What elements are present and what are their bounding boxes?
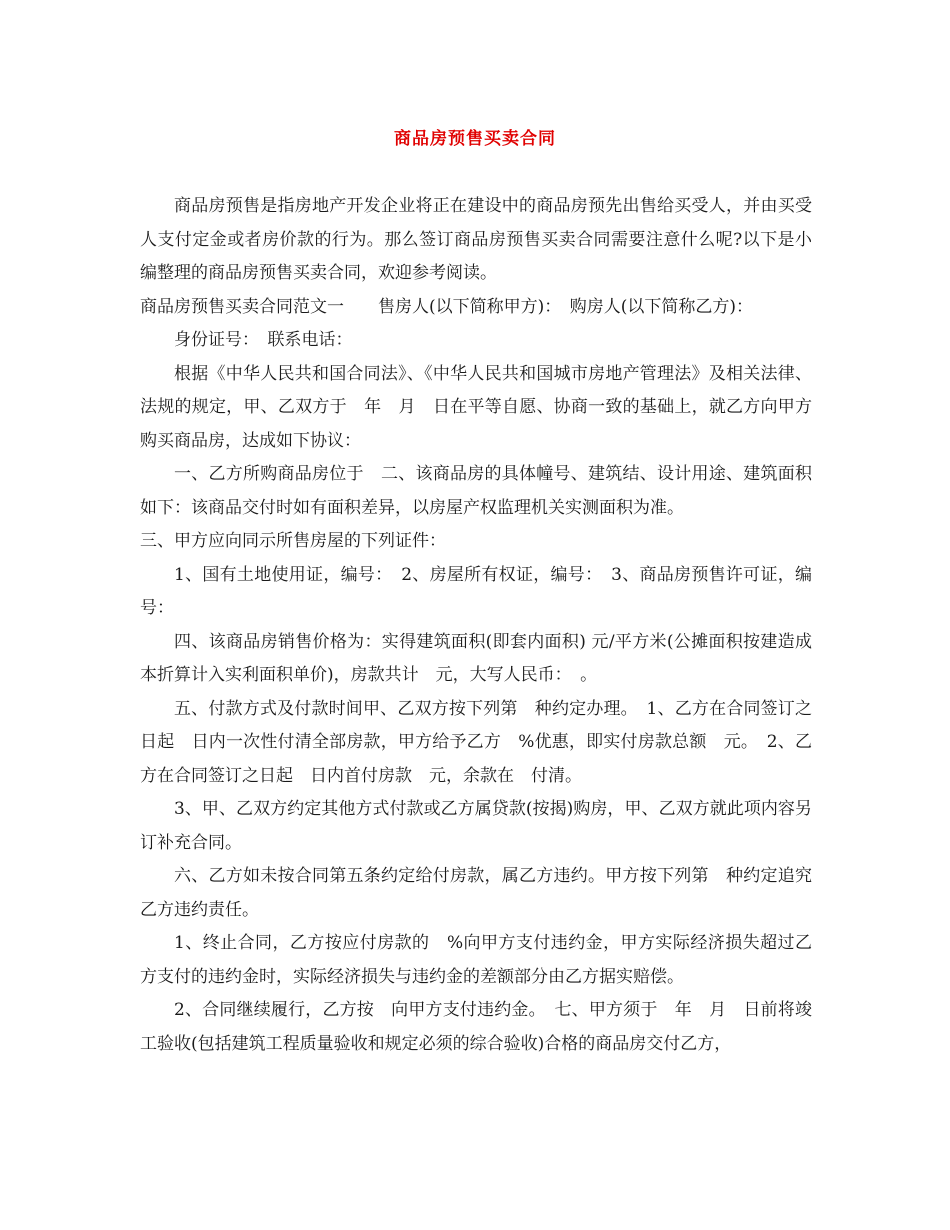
- paragraph-clause-4-price: 四、该商品房销售价格为：实得建筑面积(即套内面积) 元/平方米(公摊面积按建造成本折算计入实利面积单价)，房款共计 元，大写人民币： 。: [140, 631, 812, 685]
- paragraph-clause-6-breach: 六、乙方如未按合同第五条约定给付房款，属乙方违约。甲方按下列第 种约定追究乙方违约责任。: [140, 866, 812, 920]
- paragraph-id-phone: 身份证号： 联系电话：: [174, 330, 353, 350]
- paragraph-clause-3: 三、甲方应向同示所售房屋的下列证件：: [140, 531, 446, 551]
- paragraph-legal-basis: 根据《中华人民共和国合同法》、《中华人民共和国城市房地产管理法》及相关法律、法规的规定，甲、乙双方于 年 月 日在平等自愿、协商一致的基础上，就乙方向甲方购买商品房，达成如下协议：: [140, 363, 812, 451]
- paragraph-terminate-contract: 1、终止合同，乙方按应付房款的 %向甲方支付违约金，甲方实际经济损失超过乙方支付的违约金时，实际经济损失与违约金的差额部分由乙方据实赔偿。: [140, 933, 812, 987]
- document-body: [140, 190, 812, 1061]
- paragraph-clause-5-payment: 五、付款方式及付款时间甲、乙双方按下列第 种约定办理。 1、乙方在合同签订之日起 日内一次性付清全部房款，甲方给予乙方 %优惠，即实付房款总额 元。 2、乙方在合同签订之日起 日内首付房款 元，余款在 付清。: [140, 698, 812, 786]
- paragraph-intro: 商品房预售是指房地产开发企业将正在建设中的商品房预先出售给买受人，并由买受人支付定金或者房价款的行为。那么签订商品房预售买卖合同需要注意什么呢?以下是小编整理的商品房预售买卖合同，欢迎参考阅读。: [140, 196, 812, 283]
- paragraph-loan-payment: 3、甲、乙双方约定其他方式付款或乙方属贷款(按揭)购房，甲、乙双方就此项内容另订补充合同。: [140, 799, 812, 853]
- paragraph-clause-1-2: 一、乙方所购商品房位于 二、该商品房的具体幢号、建筑结、设计用途、建筑面积如下：该商品交付时如有面积差异，以房屋产权监理机关实测面积为准。: [140, 464, 812, 518]
- document-title: 商品房预售买卖合同: [394, 129, 556, 149]
- paragraph-continue-contract: 2、合同继续履行，乙方按 向甲方支付违约金。 七、甲方须于 年 月 日前将竣工验收(包括建筑工程质量验收和规定必须的综合验收)合格的商品房交付乙方，: [140, 1000, 812, 1054]
- paragraph-certificates: 1、国有土地使用证，编号： 2、房屋所有权证，编号： 3、商品房预售许可证，编号：: [140, 564, 812, 618]
- paragraph-sample-header: 商品房预售买卖合同范文一 售房人(以下简称甲方)： 购房人(以下简称乙方)：: [140, 296, 754, 317]
